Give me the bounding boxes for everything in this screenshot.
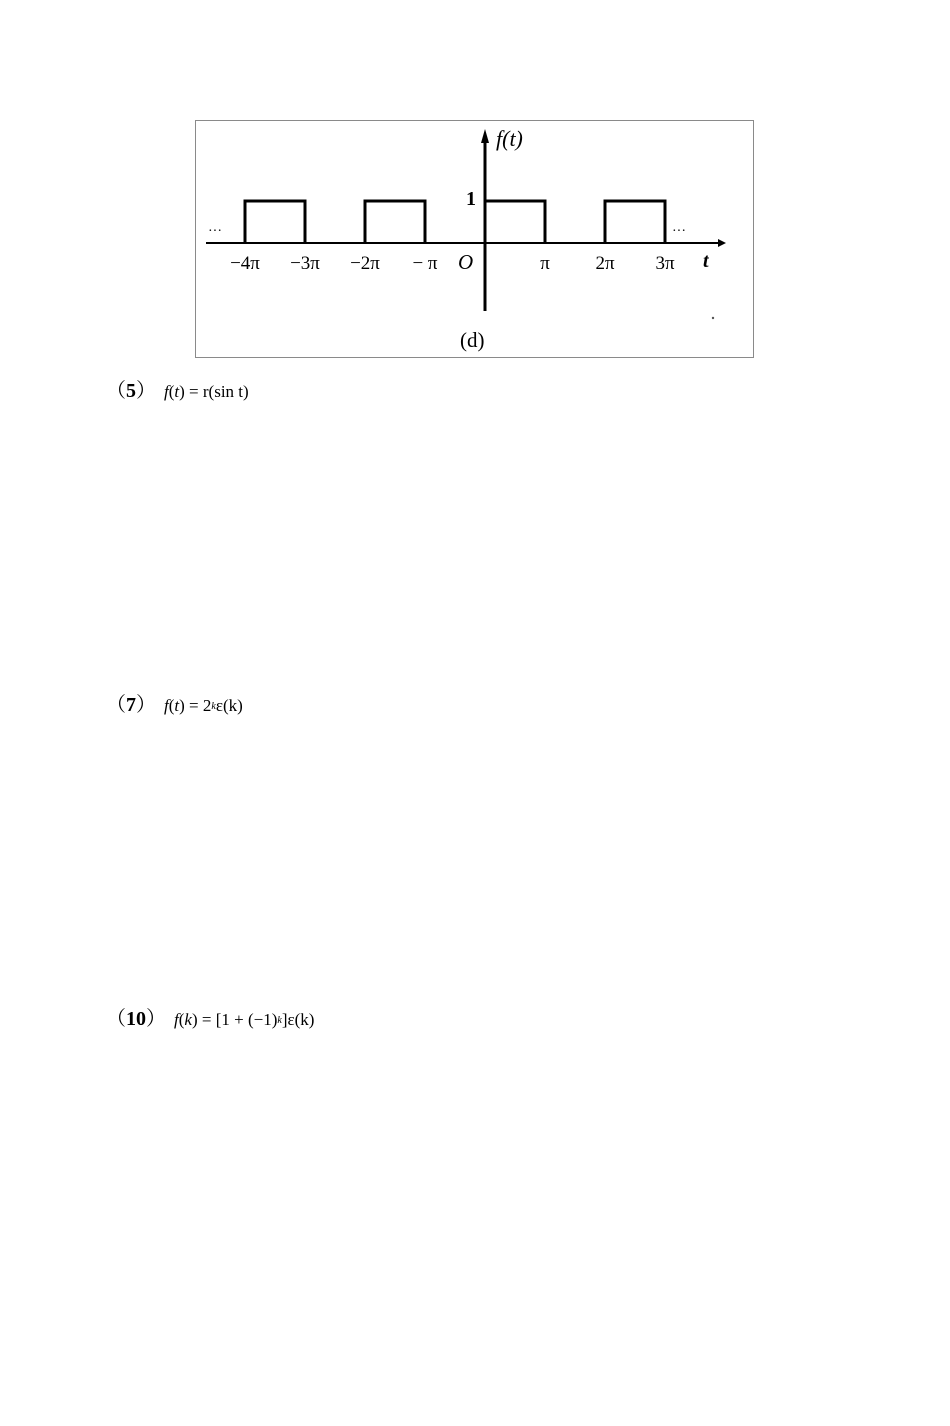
origin-label: O (458, 250, 474, 274)
tick-label: 2π (595, 253, 615, 274)
level-label: 1 (466, 188, 476, 210)
pulse-3 (605, 201, 665, 243)
ellipsis-left: ··· (208, 224, 222, 239)
problem-formula: $f(t) = 2^k\varepsilon(k)$ (164, 696, 243, 715)
problem-7 (106, 694, 243, 716)
pulse-1 (365, 201, 425, 243)
problem-formula: $f(k) = [1 + (-1)^k]\varepsilon(k)$ (174, 1010, 315, 1029)
problem-10 (106, 1008, 314, 1030)
square-wave-figure (195, 120, 754, 358)
pulse-2 (485, 201, 545, 243)
t-axis-label: t (703, 250, 709, 272)
ellipsis-right: ··· (672, 224, 686, 239)
tick-label: − π (412, 253, 438, 274)
problem-number: （5） (106, 380, 156, 402)
tick-label: π (540, 253, 550, 274)
y-axis-label: f(t) (496, 126, 523, 151)
f-axis-arrow (481, 129, 489, 143)
square-wave-plot (196, 121, 755, 359)
figure-caption: (d) (460, 328, 485, 352)
tick-labels (230, 253, 675, 274)
scan-speck (712, 317, 714, 319)
t-axis-arrow (718, 239, 726, 247)
tick-label: 3π (655, 253, 675, 274)
problem-number: （7） (106, 694, 156, 716)
problem-5 (106, 380, 249, 402)
problem-formula: f(t) = r(sin t) (164, 382, 249, 401)
tick-label: −4π (230, 253, 260, 274)
problem-number: （10） (106, 1008, 166, 1030)
tick-label: −2π (350, 253, 380, 274)
pulse-group (245, 201, 665, 243)
pulse-0 (245, 201, 305, 243)
tick-label: −3π (290, 253, 320, 274)
